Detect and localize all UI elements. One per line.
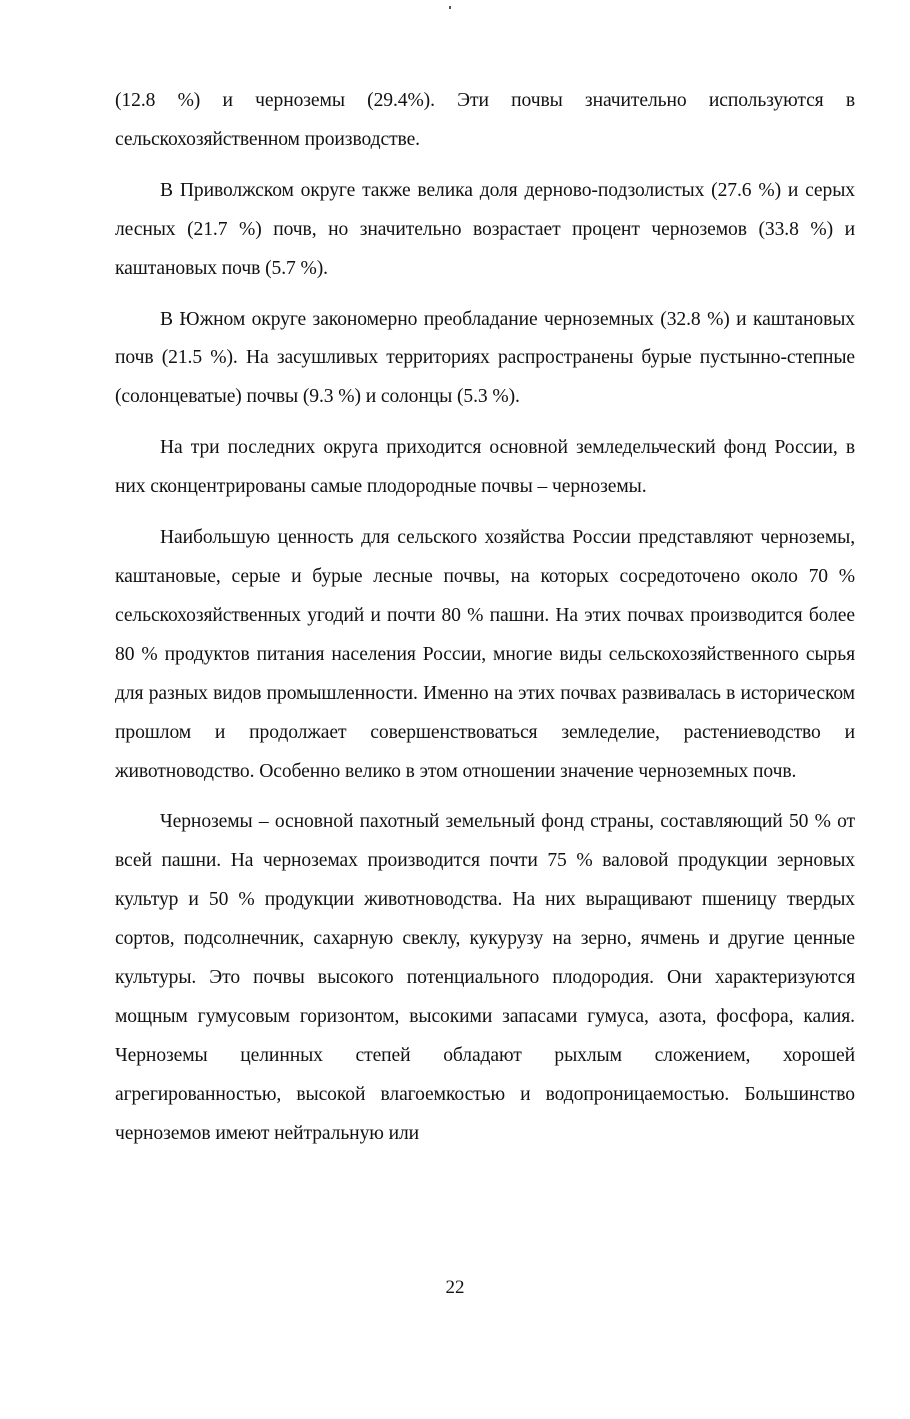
paragraph-privolzhsky-district: В Приволжском округе также велика доля дерново-подзолистых (27.6 %) и серых лесных (21.7 %) почв, но значительно возрастает процент черноземов (33.8 %) и каштановых почв (5.7 %). (115, 179, 855, 279)
paragraph-southern-district: В Южном округе закономерно преобладание черноземных (32.8 %) и каштановых почв (21.5 %). На засушливых территориях распространены бурые пустынно-степные (солонцеватые) почвы (9.3 %) и солонцы (5.3 %). (115, 308, 855, 408)
body-text (115, 82, 855, 1166)
paragraph-continuation: (12.8 %) и черноземы (29.4%). Эти почвы значительно используются в сельскохозяйственном производстве. (115, 90, 855, 150)
paragraph-agricultural-fund: На три последних округа приходится основной земледельческий фонд России, в них сконцентрированы самые плодородные почвы – черноземы. (115, 437, 855, 498)
paragraph-soil-value: Наибольшую ценность для сельского хозяйства России представляют черноземы, каштановые, серые и бурые лесные почвы, на которых сосредоточено около 70 % сельскохозяйственных угодий и почти 80 % пашни. На этих почвах производится более 80 % продуктов питания населения России, многие виды сельскохозяйственного сырья для разных видов промышленности. Именно на этих почвах развивалась в историческом прошлом и продолжает совершенствоваться земледелие, растениеводство и животноводство. Особенно велико в этом отношении значение черноземных почв. (115, 527, 855, 782)
paragraph-chernozems: Черноземы – основной пахотный земельный фонд страны, составляющий 50 % от всей пашни. На черноземах производится почти 75 % валовой продукции зерновых культур и 50 % продукции животноводства. На них выращивают пшеницу твердых сортов, подсолнечник, сахарную свеклу, кукурузу на зерно, ячмень и другие ценные культуры. Это почвы высокого потенциального плодородия. Они характеризуются мощным гумусовым горизонтом, высокими запасами гумуса, азота, фосфора, калия. Черноземы целинных степей обладают рыхлым сложением, хорошей агрегированностью, высокой влагоемкостью и водопроницаемостью. Большинство черноземов имеют нейтральную или (115, 811, 855, 1144)
scan-speck (449, 6, 451, 9)
page-number: 22 (445, 1277, 465, 1298)
